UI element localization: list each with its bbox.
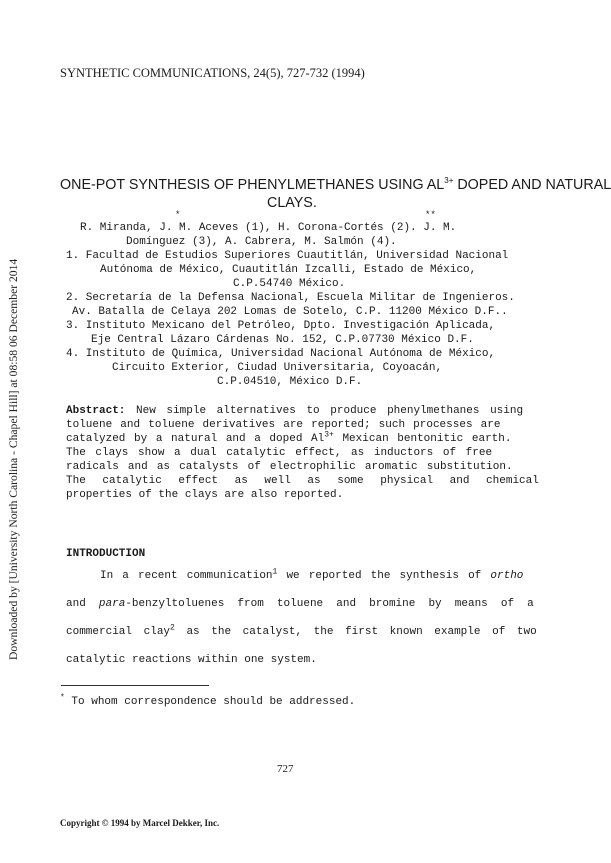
introduction-line-1 [100,567,524,582]
journal-citation: SYNTHETIC COMMUNICATIONS, 24(5), 727-732 (1994) [60,66,365,80]
abstract-text: Mexican bentonitic earth. [333,433,512,445]
introduction-italic: para [98,598,126,610]
affiliation-line: 3. Instituto Mexicano del Petróleo, Dpto. Investigación Aplicada, [66,320,496,332]
paper-title-line-2: CLAYS. [267,195,317,211]
paper-title-line-1 [60,177,611,193]
abstract-line-7: properties of the clays are also reported. [66,489,344,501]
page-number: 727 [277,763,294,775]
introduction-text: In a recent communication [100,570,273,582]
footnote-star: * [60,693,65,703]
footnote-text: To whom correspondence should be addressed. [64,696,356,708]
introduction-line-4: catalytic reactions within one system. [66,654,317,666]
abstract-line-2: toluene and toluene derivatives are reported; such processes are [66,419,501,431]
introduction-text: commercial clay [66,626,171,638]
affiliation-line: Circuito Exterior, Ciudad Universitaria, Coyoacán, [112,362,443,374]
introduction-line-2 [66,598,534,610]
abstract-text: New simple alternatives to produce phenylmethanes using [136,405,524,417]
abstract-line-5: radicals and as catalysts of electrophilic aromatic substitution. [66,461,513,473]
introduction-italic: ortho [490,570,524,582]
affiliation-line: Autónoma de México, Cuautitlán Izcalli, Estado de México, [100,264,477,276]
citation-superscript: 2 [170,623,175,633]
download-watermark [6,180,20,660]
footnote-rule [61,685,209,686]
title-superscript: 3+ [444,176,454,186]
introduction-text: as the catalyst, the first known example of two [174,626,537,638]
introduction-text: we reported the synthesis of [277,570,491,582]
authors-line-1: R. Miranda, J. M. Aceves (1), H. Corona-Cortés (2). J. M. [80,222,457,234]
affiliation-line: C.P.04510, México D.F. [217,376,363,388]
title-text-a: ONE-POT SYNTHESIS OF PHENYLMETHANES USING AL [60,177,445,193]
affiliation-line: Av. Batalla de Celaya 202 Lomas de Sotelo, C.P. 11200 México D.F.. [72,306,508,318]
affiliation-line: C.P.54740 México. [233,278,346,290]
author-star-2: ** [425,210,436,220]
download-watermark-text: Downloaded by [University North Carolina - Chapel Hill] at 08:58 06 December 2014 [7,258,20,660]
citation-superscript: 1 [272,567,278,577]
title-text-b: DOPED AND NATURAL [453,177,611,193]
footnote [60,693,356,708]
abstract-text: catalyzed by a natural and a doped Al [66,433,325,445]
introduction-text: -benzyltoluenes from toluene and bromine by means of a [125,598,534,610]
affiliation-line: Eje Central Lázaro Cárdenas No. 152, C.P.07730 México D.F. [91,334,474,346]
authors-line-2: Domínguez (3), A. Cabrera, M. Salmón (4). [126,236,397,248]
introduction-text: and [66,598,99,610]
abstract-line-6: The catalytic effect as well as some physical and chemical [66,475,539,487]
affiliation-line: 4. Instituto de Química, Universidad Nacional Autónoma de México, [66,348,496,360]
abstract-line-3 [66,430,512,445]
copyright-notice: Copyright © 1994 by Marcel Dekker, Inc. [60,818,220,828]
abstract-superscript: 3+ [324,430,334,440]
introduction-line-3 [66,623,537,638]
abstract-label: Abstract: [66,405,126,417]
author-star-1: * [175,210,181,220]
abstract-line-1 [66,405,523,417]
affiliation-line: 1. Facultad de Estudios Superiores Cuautitlán, Universidad Nacional [66,250,509,262]
affiliation-line: 2. Secretaría de la Defensa Nacional, Escuela Militar de Ingenieros. [66,292,515,304]
section-heading-introduction: INTRODUCTION [66,548,146,560]
abstract-line-4: The clays show a dual catalytic effect, as inductors of free [66,447,493,459]
